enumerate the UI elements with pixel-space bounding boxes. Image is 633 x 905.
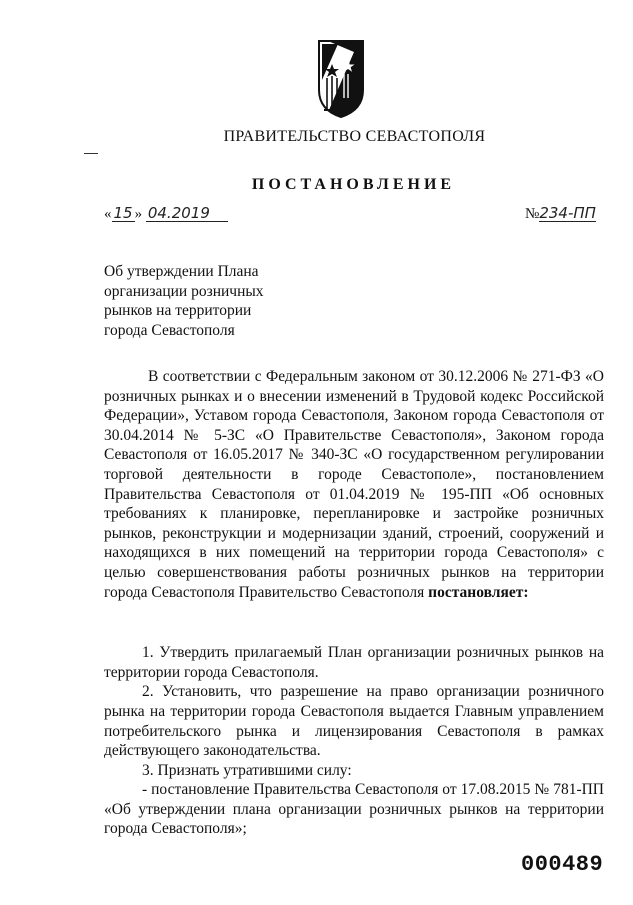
clause-2: 2. Установить, что разрешение на право организации розничного рынка на территории города Севастополя выдается Главным управлением потребительского рынка и лицензирования Севастополя в рамках действующего законодательства. — [104, 683, 604, 760]
clause-3-subitem: - постановление Правительства Севастополя от 17.08.2015 № 781-ПП «Об утверждении плана организации розничных рынков на территории города Севастополя»; — [104, 781, 604, 838]
subject-line: Об утверждении Плана — [104, 263, 259, 280]
sevastopol-coat-of-arms-icon — [318, 40, 364, 118]
clause-3: 3. Признать утратившими силу: — [142, 761, 352, 779]
document-type-heading: ПОСТАНОВЛЕНИЕ — [251, 176, 456, 193]
preamble-paragraph — [104, 367, 604, 602]
spacer — [104, 602, 604, 643]
date-open-quote: « — [104, 206, 112, 222]
date-month-year: 04.2019 — [146, 206, 228, 222]
subject-line: организации розничных — [104, 282, 264, 300]
number-sign: № — [525, 206, 540, 222]
margin-dash — [84, 153, 98, 154]
serial-number: 000489 — [521, 852, 604, 877]
government-title: ПРАВИТЕЛЬСТВО СЕВАСТОПОЛЯ — [223, 128, 486, 145]
preamble-emphasis: постановляет: — [428, 583, 529, 601]
subject-line: рынков на территории — [104, 302, 252, 319]
clause-1: 1. Утвердить прилагаемый План организации розничных рынков на территории города Севастополя. — [104, 644, 604, 681]
date-close-quote: » — [134, 206, 143, 222]
document-number — [525, 206, 596, 223]
date-day: 15 — [113, 204, 133, 222]
preamble-text: В соответствии с Федеральным законом от 30.12.2006 № 271-ФЗ «О розничных рынках и о внесении изменений в Трудовой кодекс Российской Федерации», Уставом города Севастополя, Законом города Севастополя от 30.04.2014 № 5-ЗС «О Правительстве Севастополя», Законом города Севастополя от 16.05.2017 № 340-ЗС «О государственном регулировании торговой деятельности в городе Севастополе», постановлением Правительства Севастополя от 01.04.2019 № 195-ПП «Об основных требованиях к планировке, перепланировке и застройке розничных рынков, реконструкции и модернизации зданий, строений, сооружений и находящихся в них помещений на территории города Севастополя» с целью совершенствования работы розничных рынков на территории города Севастополя Правительство Севастополя — [104, 368, 604, 601]
number-value: 234-ПП — [539, 204, 596, 222]
document-date — [104, 206, 228, 223]
subject-line: города Севастополя — [104, 321, 235, 339]
subject-block — [104, 262, 304, 340]
document-body — [104, 367, 604, 839]
